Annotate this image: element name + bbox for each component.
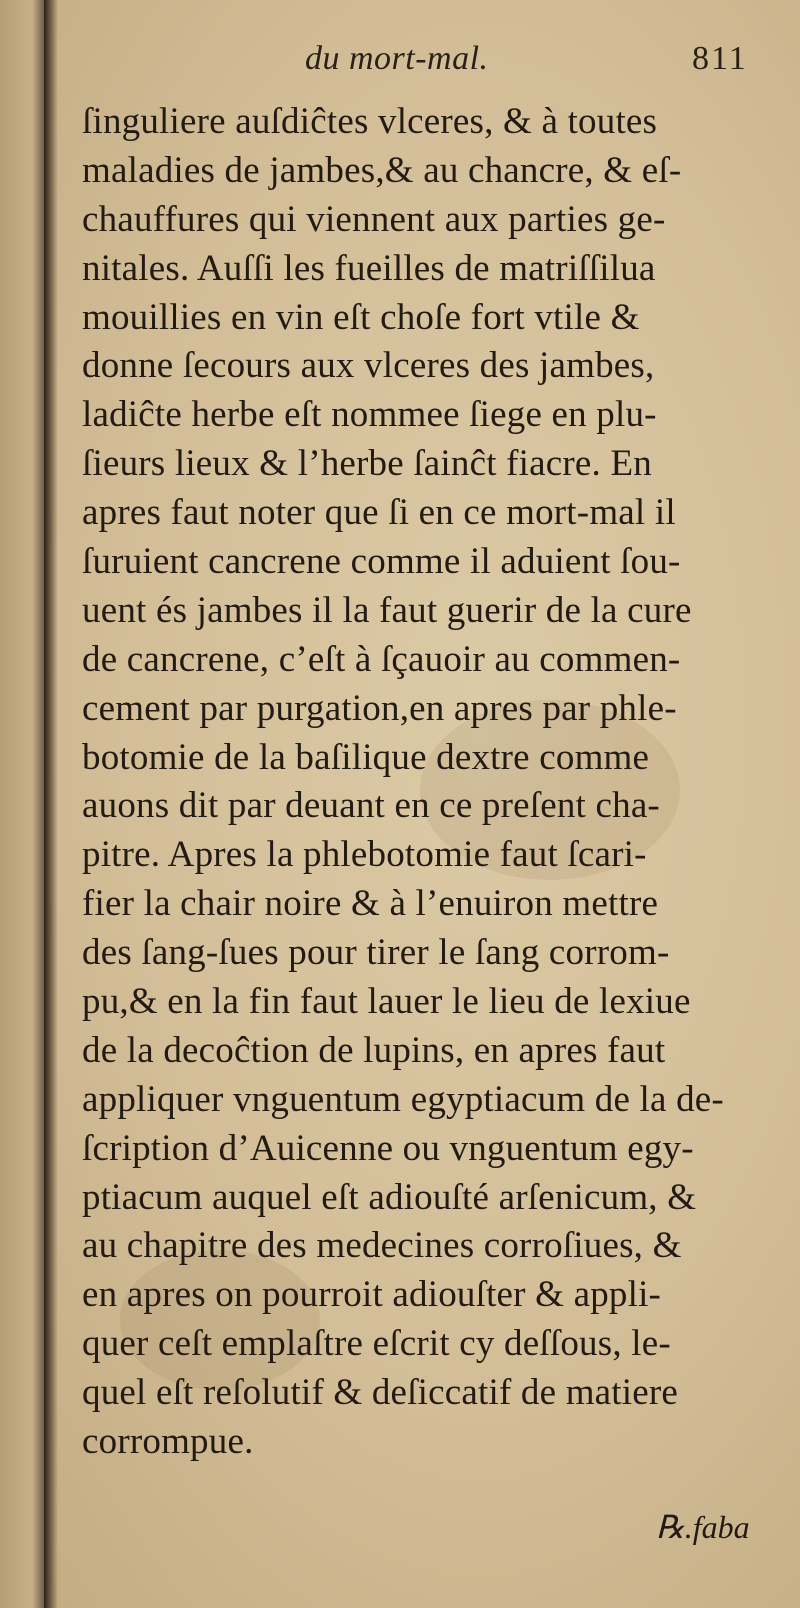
- text-line: au chapitre des medecines corroſiues, &: [82, 1225, 682, 1267]
- catchword: ℞.faba: [656, 1509, 750, 1545]
- text-line: de cancrene, c’eſt à ſçauoir au commen-: [82, 638, 681, 680]
- text-line: en apres on pourroit adiouſter & appli-: [82, 1274, 662, 1316]
- text-line: pitre. Apres la phlebotomie faut ſcari-: [82, 834, 647, 876]
- text-line: ſinguliere auſdiĉtes vlceres, & à toutes: [82, 101, 658, 142]
- text-line: quer ceſt emplaſtre eſcrit cy deſſous, le-: [82, 1323, 671, 1365]
- text-line: des ſang-ſues pour tirer le ſang corrom-: [82, 932, 670, 974]
- text-line: quel eſt reſolutif & deſiccatif de matiere: [82, 1372, 679, 1414]
- text-line: auons dit par deuant en ce preſent cha-: [82, 785, 660, 827]
- text-line: ptiacum auquel eſt adiouſté arſenicum, &: [82, 1176, 697, 1218]
- text-line: uent és jambes il la faut guerir de la cure: [82, 589, 692, 631]
- gutter-shadow: [44, 0, 58, 1608]
- text-line: corrompue.: [82, 1421, 254, 1463]
- text-line: pu,& en la fin faut lauer le lieu de lexiue: [82, 981, 691, 1023]
- text-line: botomie de la baſilique dextre comme: [82, 736, 650, 778]
- text-line: donne ſecours aux vlceres des jambes,: [82, 345, 655, 387]
- text-line: ladiĉte herbe eſt nommee ſiege en plu-: [82, 394, 657, 436]
- page-number: 811: [692, 40, 748, 77]
- text-line: ſuruient cancrene comme il aduient ſou-: [82, 541, 681, 583]
- text-line: apres faut noter que ſi en ce mort-mal il: [82, 492, 676, 534]
- text-line: mouillies en vin eſt choſe fort vtile &: [82, 296, 640, 338]
- facing-page-edge: [0, 0, 46, 1608]
- text-line: cement par purgation,en apres par phle-: [82, 687, 677, 729]
- text-line: nitales. Auſſi les fueilles de matriſſilua: [82, 247, 656, 289]
- text-line: de la decoĉtion de lupins, en apres faut: [82, 1029, 666, 1071]
- text-line: ſieurs lieux & l’herbe ſainĉt fiacre. En: [82, 443, 652, 485]
- text-line: chauffures qui viennent aux parties ge-: [82, 198, 666, 240]
- text-line: appliquer vnguentum egyptiacum de la de-: [82, 1078, 724, 1120]
- body-text: [82, 98, 774, 1467]
- text-line: maladies de jambes,& au chancre, & eſ-: [82, 149, 682, 191]
- running-head: du mort-mal.: [305, 40, 489, 77]
- text-line: fier la chair noire & à l’enuiron mettre: [82, 883, 659, 925]
- text-line: ſcription d’Auicenne ou vnguentum egy-: [82, 1127, 694, 1169]
